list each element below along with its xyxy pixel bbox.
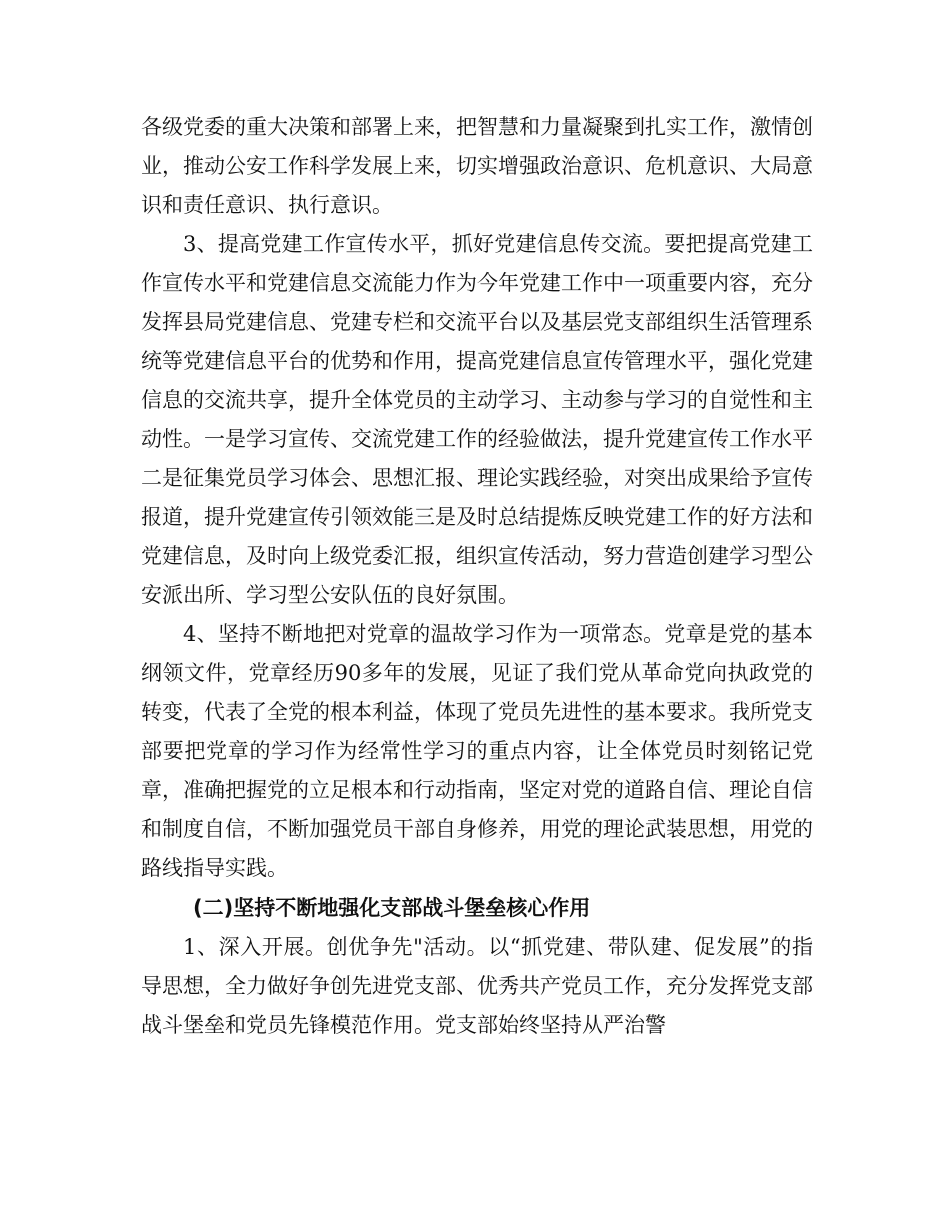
paragraph-item-4: 4、坚持不断地把对党章的温故学习作为一项常态。党章是党的基本纲领文件，党章经历90多年的发展，见证了我们党从革命党向执政党的转变，代表了全党的根本利益，体现了党员先进性的基本要求。我所党支部要把党章的学习作为经常性学习的重点内容，让全体党员时刻铭记党章，准确把握党的立足根本和行动指南，坚定对党的道路自信、理论自信和制度自信，不断加强党员干部自身修养，用党的理论武装思想，用党的路线指导实践。 (141, 622, 813, 880)
paragraph-item-1: 1、深入开展。创优争先"活动。以“抓党建、带队建、促发展”的指导思想，全力做好争创先进党支部、优秀共产党员工作，充分发挥党支部战斗堡垒和党员先锋模范作用。党支部始终坚持从严治警 (141, 935, 813, 1037)
paragraph-continuation: 各级党委的重大决策和部署上来，把智慧和力量凝聚到扎实工作，激情创业，推动公安工作科学发展上来，切实增强政治意识、危机意识、大局意识和责任意识、执行意识。 (141, 115, 813, 217)
paragraph-item-3: 3、提高党建工作宣传水平，抓好党建信息传交流。要把提高党建工作宣传水平和党建信息交流能力作为今年党建工作中一项重要内容，充分发挥县局党建信息、党建专栏和交流平台以及基层党支部组织生活管理系统等党建信息平台的优势和作用，提高党建信息宣传管理水平，强化党建信息的交流共享，提升全体党员的主动学习、主动参与学习的自觉性和主动性。一是学习宣传、交流党建工作的经验做法，提升党建宣传工作水平二是征集党员学习体会、思想汇报、理论实践经验，对突出成果给予宣传报道，提升党建宣传引领效能三是及时总结提炼反映党建工作的好方法和党建信息，及时向上级党委汇报，组织宣传活动，努力营造创建学习型公安派出所、学习型公安队伍的良好氛围。 (141, 232, 813, 607)
section-heading: (二)坚持不断地强化支部战斗堡垒核心作用 (193, 896, 591, 920)
document-page (141, 108, 813, 1045)
